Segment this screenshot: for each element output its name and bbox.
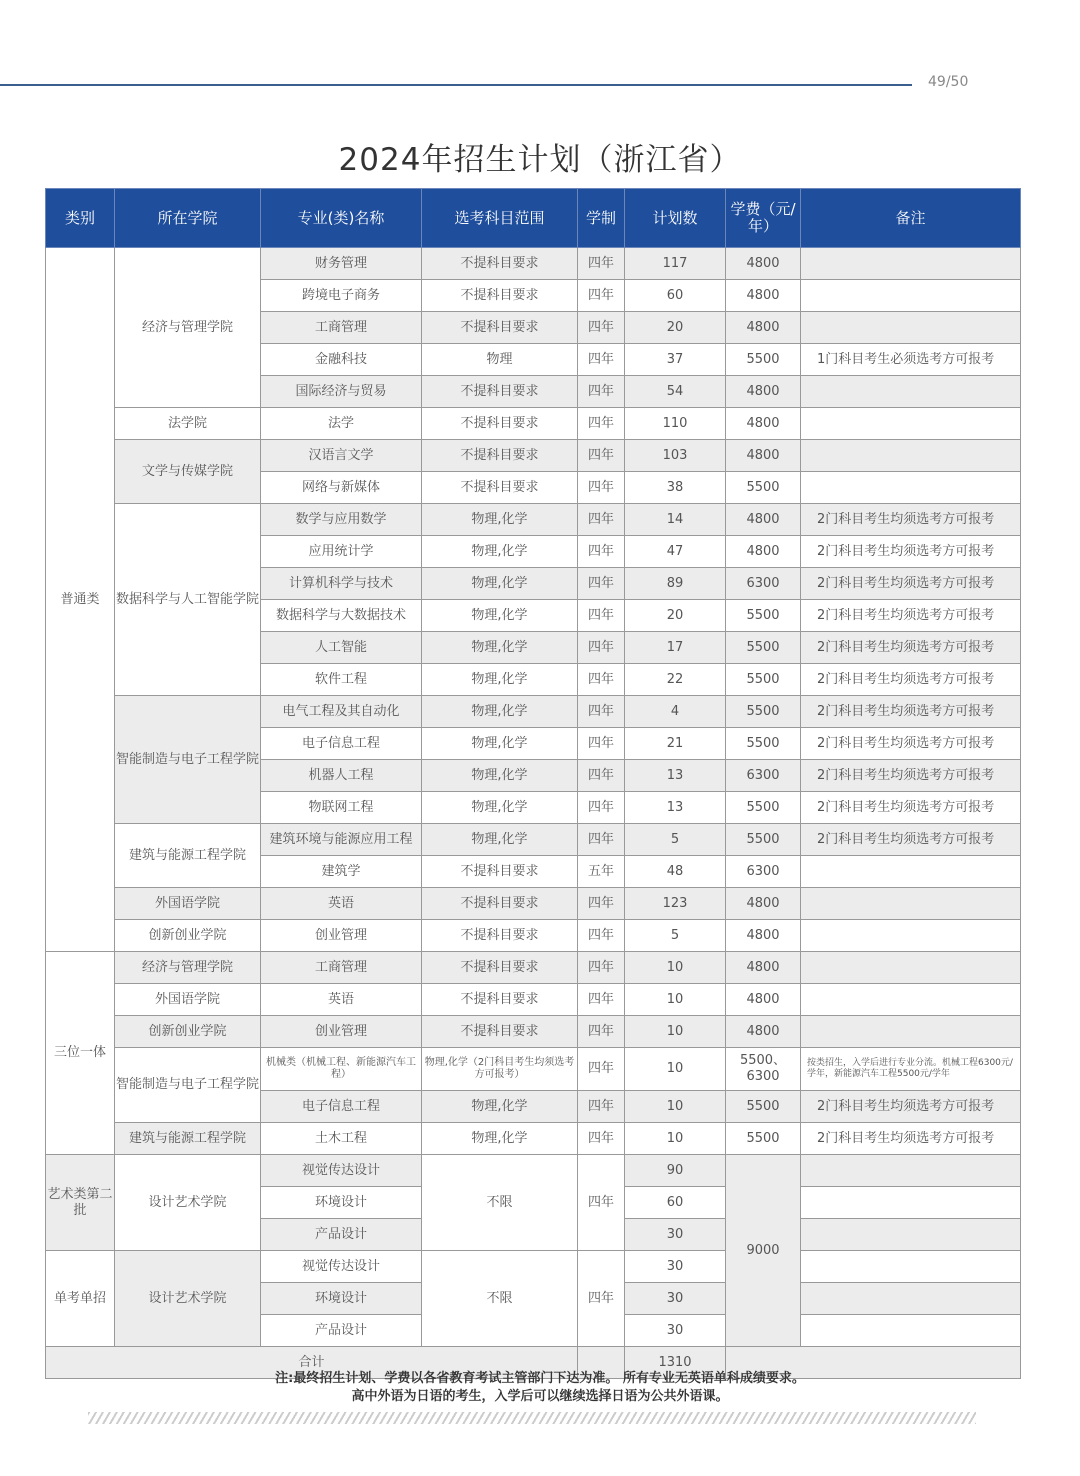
- remarks-cell: 2门科目考生均须选考方可报考: [801, 632, 1021, 664]
- subjects-cell: 物理,化学: [422, 824, 578, 856]
- remarks-cell: 2门科目考生均须选考方可报考: [801, 568, 1021, 600]
- tuition-cell: 4800: [726, 376, 801, 408]
- plan-count-cell: 123: [625, 888, 726, 920]
- category-cell: 三位一体: [46, 952, 115, 1155]
- plan-count-cell: 117: [625, 248, 726, 280]
- plan-count-cell: 14: [625, 504, 726, 536]
- college-cell: 智能制造与电子工程学院: [115, 1048, 261, 1123]
- subjects-cell: 不提科目要求: [422, 472, 578, 504]
- decorative-hatch-bar: [88, 1412, 976, 1424]
- plan-count-cell: 38: [625, 472, 726, 504]
- subjects-cell: 物理,化学: [422, 1123, 578, 1155]
- major-cell: 物联网工程: [261, 792, 422, 824]
- major-cell: 产品设计: [261, 1315, 422, 1347]
- college-cell: 经济与管理学院: [115, 248, 261, 408]
- table-row: [46, 952, 1021, 984]
- remarks-cell: 2门科目考生均须选考方可报考: [801, 760, 1021, 792]
- duration-cell: 四年: [578, 792, 625, 824]
- major-cell: 财务管理: [261, 248, 422, 280]
- header-tuition: 学费（元/年）: [726, 189, 801, 248]
- plan-count-cell: 30: [625, 1283, 726, 1315]
- tuition-cell: 4800: [726, 280, 801, 312]
- table-row: [46, 888, 1021, 920]
- footnote: [0, 1370, 1080, 1406]
- duration-cell: 四年: [578, 1251, 625, 1347]
- page-title: 2024年招生计划（浙江省）: [338, 142, 742, 178]
- major-cell: 工商管理: [261, 952, 422, 984]
- table-row: [46, 696, 1021, 728]
- major-cell: 数据科学与大数据技术: [261, 600, 422, 632]
- remarks-cell: 2门科目考生均须选考方可报考: [801, 824, 1021, 856]
- remarks-cell: [801, 888, 1021, 920]
- major-cell: 数学与应用数学: [261, 504, 422, 536]
- plan-count-cell: 10: [625, 1016, 726, 1048]
- tuition-cell: 5500: [726, 1123, 801, 1155]
- plan-count-cell: 10: [625, 1091, 726, 1123]
- remarks-cell: [801, 1251, 1021, 1283]
- plan-count-cell: 60: [625, 280, 726, 312]
- tuition-cell: 9000: [726, 1155, 801, 1347]
- tuition-cell: 4800: [726, 888, 801, 920]
- college-cell: 法学院: [115, 408, 261, 440]
- plan-count-cell: 10: [625, 1123, 726, 1155]
- duration-cell: 四年: [578, 824, 625, 856]
- major-cell: 电子信息工程: [261, 1091, 422, 1123]
- footnote-line-2: 高中外语为日语的考生，入学后可以继续选择日语为公共外语课。: [351, 1389, 729, 1404]
- subjects-cell: 物理,化学: [422, 696, 578, 728]
- table-row: [46, 920, 1021, 952]
- remarks-cell: 按类招生，入学后进行专业分流。机械工程6300元/学年，新能源汽车工程5500元/学年: [801, 1048, 1021, 1091]
- tuition-cell: 5500: [726, 664, 801, 696]
- tuition-cell: 4800: [726, 408, 801, 440]
- major-cell: 建筑环境与能源应用工程: [261, 824, 422, 856]
- plan-count-cell: 30: [625, 1251, 726, 1283]
- remarks-cell: [801, 440, 1021, 472]
- remarks-cell: [801, 856, 1021, 888]
- major-cell: 土木工程: [261, 1123, 422, 1155]
- tuition-cell: 4800: [726, 504, 801, 536]
- tuition-cell: 4800: [726, 440, 801, 472]
- tuition-cell: 5500: [726, 1091, 801, 1123]
- remarks-cell: 2门科目考生均须选考方可报考: [801, 1091, 1021, 1123]
- college-cell: 设计艺术学院: [115, 1155, 261, 1251]
- tuition-cell: 4800: [726, 248, 801, 280]
- tuition-cell: 5500: [726, 696, 801, 728]
- remarks-cell: [801, 1315, 1021, 1347]
- remarks-cell: 2门科目考生均须选考方可报考: [801, 1123, 1021, 1155]
- plan-count-cell: 21: [625, 728, 726, 760]
- major-cell: 应用统计学: [261, 536, 422, 568]
- college-cell: 建筑与能源工程学院: [115, 1123, 261, 1155]
- subjects-cell: 不提科目要求: [422, 440, 578, 472]
- table-header-row: [46, 189, 1021, 248]
- table-row: [46, 824, 1021, 856]
- tuition-cell: 6300: [726, 856, 801, 888]
- duration-cell: 四年: [578, 664, 625, 696]
- table-row: [46, 1016, 1021, 1048]
- tuition-cell: 5500: [726, 728, 801, 760]
- duration-cell: 四年: [578, 760, 625, 792]
- college-cell: 创新创业学院: [115, 1016, 261, 1048]
- table-row: [46, 1251, 1021, 1283]
- tuition-cell: 5500、6300: [726, 1048, 801, 1091]
- tuition-cell: 6300: [726, 760, 801, 792]
- subjects-cell: 不提科目要求: [422, 1016, 578, 1048]
- duration-cell: 四年: [578, 504, 625, 536]
- duration-cell: 四年: [578, 728, 625, 760]
- remarks-cell: [801, 376, 1021, 408]
- major-cell: 英语: [261, 984, 422, 1016]
- enrollment-plan-table: [45, 188, 1021, 1379]
- major-cell: 机械类（机械工程、新能源汽车工程）: [261, 1048, 422, 1091]
- plan-count-cell: 5: [625, 824, 726, 856]
- major-cell: 国际经济与贸易: [261, 376, 422, 408]
- subjects-cell: 物理,化学: [422, 632, 578, 664]
- subjects-cell: 物理,化学（2门科目考生均须选考方可报考）: [422, 1048, 578, 1091]
- major-cell: 产品设计: [261, 1219, 422, 1251]
- plan-count-cell: 22: [625, 664, 726, 696]
- subjects-cell: 不提科目要求: [422, 312, 578, 344]
- table-row: [46, 504, 1021, 536]
- subjects-cell: 不限: [422, 1155, 578, 1251]
- duration-cell: 五年: [578, 856, 625, 888]
- subjects-cell: 物理,化学: [422, 536, 578, 568]
- plan-count-cell: 10: [625, 952, 726, 984]
- subjects-cell: 物理,化学: [422, 728, 578, 760]
- subjects-cell: 物理,化学: [422, 792, 578, 824]
- major-cell: 视觉传达设计: [261, 1155, 422, 1187]
- remarks-cell: [801, 1155, 1021, 1187]
- header-major: 专业(类)名称: [261, 189, 422, 248]
- footnote-line-1: 注:最终招生计划、学费以各省教育考试主管部门下达为准。 所有专业无英语单科成绩要求。: [275, 1371, 805, 1386]
- college-cell: 智能制造与电子工程学院: [115, 696, 261, 824]
- remarks-cell: [801, 920, 1021, 952]
- major-cell: 计算机科学与技术: [261, 568, 422, 600]
- duration-cell: 四年: [578, 440, 625, 472]
- tuition-cell: 5500: [726, 472, 801, 504]
- tuition-cell: 5500: [726, 824, 801, 856]
- tuition-cell: 4800: [726, 1016, 801, 1048]
- table-row: [46, 1155, 1021, 1187]
- duration-cell: 四年: [578, 472, 625, 504]
- subjects-cell: 不提科目要求: [422, 408, 578, 440]
- remarks-cell: 2门科目考生均须选考方可报考: [801, 696, 1021, 728]
- header-college: 所在学院: [115, 189, 261, 248]
- remarks-cell: [801, 1187, 1021, 1219]
- subjects-cell: 不提科目要求: [422, 920, 578, 952]
- college-cell: 数据科学与人工智能学院: [115, 504, 261, 696]
- major-cell: 工商管理: [261, 312, 422, 344]
- plan-count-cell: 13: [625, 760, 726, 792]
- subjects-cell: 不限: [422, 1251, 578, 1347]
- remarks-cell: 2门科目考生均须选考方可报考: [801, 504, 1021, 536]
- major-cell: 软件工程: [261, 664, 422, 696]
- plan-count-cell: 30: [625, 1315, 726, 1347]
- duration-cell: 四年: [578, 1155, 625, 1251]
- subjects-cell: 不提科目要求: [422, 952, 578, 984]
- major-cell: 跨境电子商务: [261, 280, 422, 312]
- plan-count-cell: 13: [625, 792, 726, 824]
- subjects-cell: 物理,化学: [422, 600, 578, 632]
- tuition-cell: 6300: [726, 568, 801, 600]
- plan-count-cell: 10: [625, 984, 726, 1016]
- major-cell: 网络与新媒体: [261, 472, 422, 504]
- duration-cell: 四年: [578, 696, 625, 728]
- major-cell: 环境设计: [261, 1283, 422, 1315]
- remarks-cell: 1门科目考生必须选考方可报考: [801, 344, 1021, 376]
- major-cell: 机器人工程: [261, 760, 422, 792]
- plan-count-cell: 37: [625, 344, 726, 376]
- college-cell: 经济与管理学院: [115, 952, 261, 984]
- tuition-cell: 5500: [726, 632, 801, 664]
- plan-count-cell: 4: [625, 696, 726, 728]
- duration-cell: 四年: [578, 248, 625, 280]
- major-cell: 英语: [261, 888, 422, 920]
- subjects-cell: 物理,化学: [422, 664, 578, 696]
- college-cell: 建筑与能源工程学院: [115, 824, 261, 888]
- remarks-cell: [801, 408, 1021, 440]
- category-cell: 普通类: [46, 248, 115, 952]
- duration-cell: 四年: [578, 568, 625, 600]
- subjects-cell: 不提科目要求: [422, 376, 578, 408]
- table-row: [46, 408, 1021, 440]
- plan-count-cell: 5: [625, 920, 726, 952]
- major-cell: 法学: [261, 408, 422, 440]
- remarks-cell: 2门科目考生均须选考方可报考: [801, 728, 1021, 760]
- remarks-cell: [801, 952, 1021, 984]
- subjects-cell: 物理,化学: [422, 568, 578, 600]
- remarks-cell: [801, 1219, 1021, 1251]
- tuition-cell: 4800: [726, 536, 801, 568]
- plan-count-cell: 20: [625, 312, 726, 344]
- tuition-cell: 5500: [726, 344, 801, 376]
- header-plan-count: 计划数: [625, 189, 726, 248]
- college-cell: 文学与传媒学院: [115, 440, 261, 504]
- header-remarks: 备注: [801, 189, 1021, 248]
- duration-cell: 四年: [578, 952, 625, 984]
- page-number: 49/50: [928, 74, 969, 90]
- plan-count-cell: 110: [625, 408, 726, 440]
- duration-cell: 四年: [578, 920, 625, 952]
- total-value-cell: 1310: [625, 1347, 726, 1379]
- subjects-cell: 不提科目要求: [422, 984, 578, 1016]
- plan-count-cell: 48: [625, 856, 726, 888]
- college-cell: 外国语学院: [115, 888, 261, 920]
- subjects-cell: 物理,化学: [422, 760, 578, 792]
- college-cell: 外国语学院: [115, 984, 261, 1016]
- duration-cell: 四年: [578, 888, 625, 920]
- subjects-cell: 不提科目要求: [422, 248, 578, 280]
- plan-count-cell: 10: [625, 1048, 726, 1091]
- duration-cell: 四年: [578, 376, 625, 408]
- major-cell: 创业管理: [261, 1016, 422, 1048]
- plan-count-cell: 60: [625, 1187, 726, 1219]
- tuition-cell: 5500: [726, 792, 801, 824]
- duration-cell: 四年: [578, 312, 625, 344]
- plan-count-cell: 47: [625, 536, 726, 568]
- duration-cell: 四年: [578, 536, 625, 568]
- remarks-cell: [801, 312, 1021, 344]
- remarks-cell: [801, 248, 1021, 280]
- subjects-cell: 物理: [422, 344, 578, 376]
- plan-count-cell: 30: [625, 1219, 726, 1251]
- category-cell: 艺术类第二批: [46, 1155, 115, 1251]
- table-row: [46, 984, 1021, 1016]
- remarks-cell: [801, 1016, 1021, 1048]
- plan-count-cell: 90: [625, 1155, 726, 1187]
- remarks-cell: 2门科目考生均须选考方可报考: [801, 600, 1021, 632]
- college-cell: 创新创业学院: [115, 920, 261, 952]
- subjects-cell: 不提科目要求: [422, 856, 578, 888]
- major-cell: 人工智能: [261, 632, 422, 664]
- table-row: [46, 1048, 1021, 1091]
- major-cell: 创业管理: [261, 920, 422, 952]
- table-row: [46, 248, 1021, 280]
- duration-cell: 四年: [578, 1091, 625, 1123]
- plan-count-cell: 20: [625, 600, 726, 632]
- remarks-cell: [801, 984, 1021, 1016]
- college-cell: 设计艺术学院: [115, 1251, 261, 1347]
- table-row: [46, 1123, 1021, 1155]
- duration-cell: 四年: [578, 600, 625, 632]
- plan-count-cell: 103: [625, 440, 726, 472]
- subjects-cell: 不提科目要求: [422, 280, 578, 312]
- major-cell: 金融科技: [261, 344, 422, 376]
- remarks-cell: [801, 472, 1021, 504]
- major-cell: 建筑学: [261, 856, 422, 888]
- subjects-cell: 物理,化学: [422, 1091, 578, 1123]
- plan-count-cell: 89: [625, 568, 726, 600]
- tuition-cell: 5500: [726, 600, 801, 632]
- header-rule: [0, 84, 912, 86]
- remarks-cell: 2门科目考生均须选考方可报考: [801, 536, 1021, 568]
- header-subjects: 选考科目范围: [422, 189, 578, 248]
- duration-cell: 四年: [578, 344, 625, 376]
- table-row: [46, 440, 1021, 472]
- subjects-cell: 不提科目要求: [422, 888, 578, 920]
- header-duration: 学制: [578, 189, 625, 248]
- major-cell: 视觉传达设计: [261, 1251, 422, 1283]
- plan-count-cell: 17: [625, 632, 726, 664]
- duration-cell: 四年: [578, 632, 625, 664]
- remarks-cell: [801, 1283, 1021, 1315]
- duration-cell: 四年: [578, 984, 625, 1016]
- subjects-cell: 物理,化学: [422, 504, 578, 536]
- remarks-cell: [801, 280, 1021, 312]
- major-cell: 汉语言文学: [261, 440, 422, 472]
- tuition-cell: 4800: [726, 984, 801, 1016]
- total-label-cell: 合计: [46, 1347, 578, 1379]
- major-cell: 电子信息工程: [261, 728, 422, 760]
- tuition-cell: 4800: [726, 920, 801, 952]
- header-category: 类别: [46, 189, 115, 248]
- duration-cell: 四年: [578, 408, 625, 440]
- duration-cell: 四年: [578, 1016, 625, 1048]
- remarks-cell: 2门科目考生均须选考方可报考: [801, 664, 1021, 696]
- tuition-cell: 4800: [726, 312, 801, 344]
- tuition-cell: 4800: [726, 952, 801, 984]
- major-cell: 环境设计: [261, 1187, 422, 1219]
- category-cell: 单考单招: [46, 1251, 115, 1347]
- duration-cell: 四年: [578, 1048, 625, 1091]
- plan-count-cell: 54: [625, 376, 726, 408]
- major-cell: 电气工程及其自动化: [261, 696, 422, 728]
- duration-cell: 四年: [578, 1123, 625, 1155]
- duration-cell: 四年: [578, 280, 625, 312]
- remarks-cell: 2门科目考生均须选考方可报考: [801, 792, 1021, 824]
